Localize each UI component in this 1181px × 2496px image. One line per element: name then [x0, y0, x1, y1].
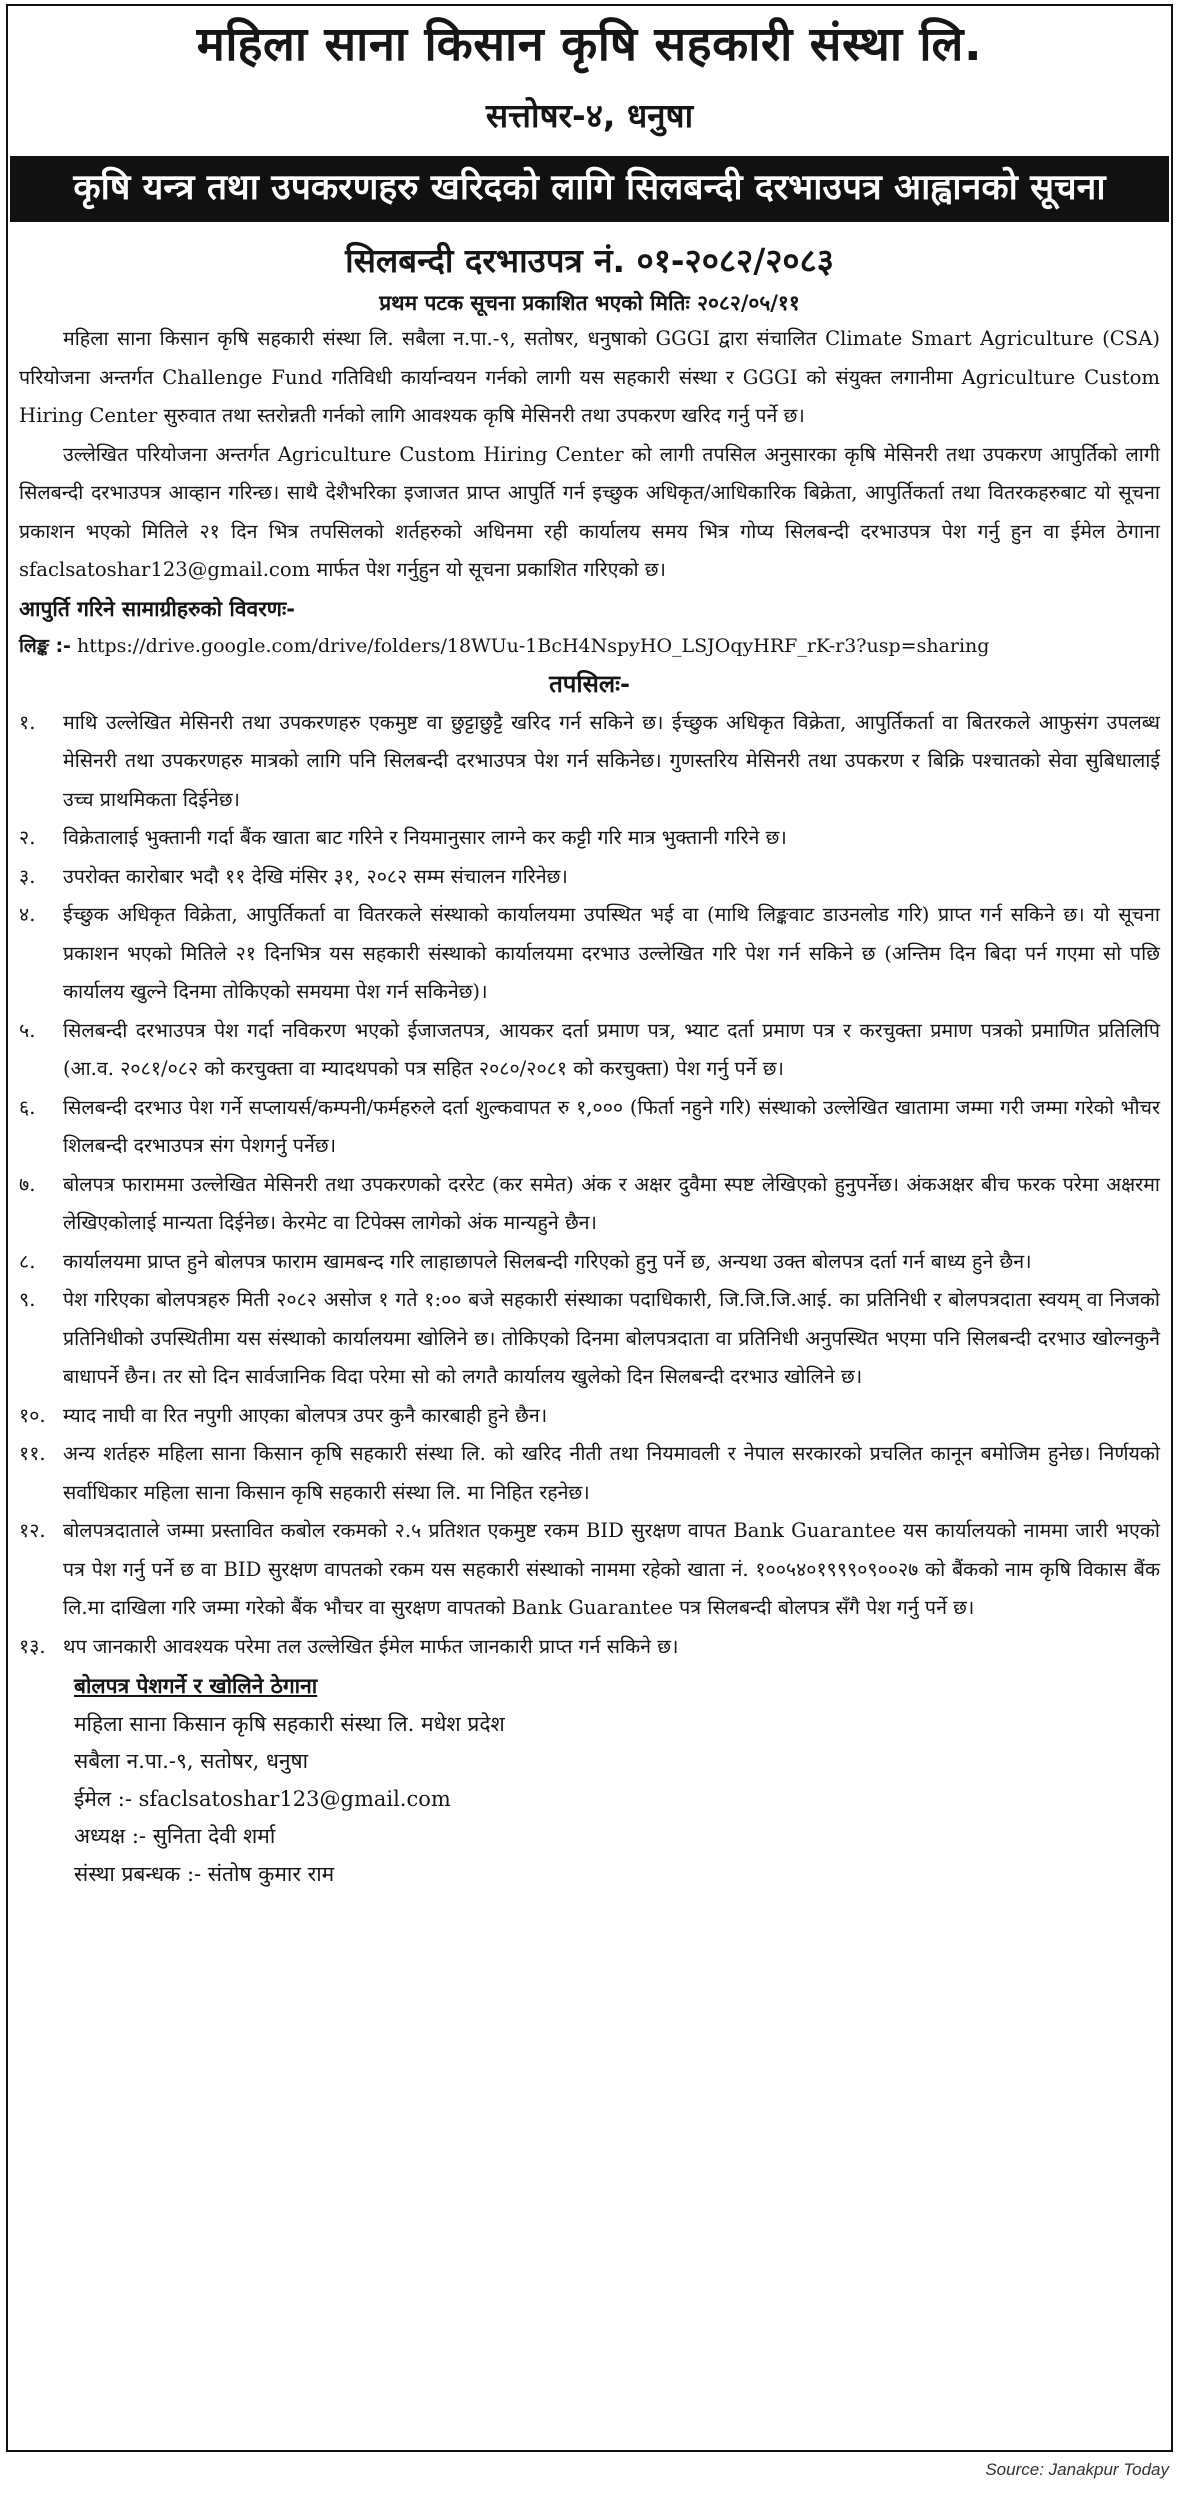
address-line-email[interactable]: ईमेल :- sfaclsatoshar123@gmail.com: [74, 1786, 451, 1811]
clause-text: बोलपत्रदाताले जम्मा प्रस्तावित कबोल रकमको २.५ प्रतिशत एकमुष्ट रकम BID सुरक्षण वापत Bank Guarantee यस कार्यालयको नाममा जारी भएको पत्र पेश गर्नु पर्ने छ वा BID सुरक्षण वापतको रकम यस सहकारी संस्थाको नाममा रहेको खाता नं. १००५४०१९९९०९००२७ को बैंकको नाम कृषि विकास बैंक लि.मा दाखिला गरि जम्मा गरेको बैंक भौचर वा सुरक्षण वापतको Bank Guarantee पत्र सिलबन्दी बोलपत्र सँगै पेश गर्नु पर्ने छ।: [63, 1519, 1160, 1619]
clause-text: पेश गरिएका बोलपत्रहरु मिती २०८२ असोज १ गते १:०० बजे सहकारी संस्थाका पदाधिकारी, जि.जि.जि.आई. का प्रतिनिधी र बोलपत्रदाता स्वयम् वा निजको प्रतिनिधीको उपस्थितीमा यस संस्थाको कार्यालयमा खोलिने छ। तोकिएको दिनमा बोलपत्रदाता वा प्रतिनिधी अनुपस्थित भएमा पनि सिलबन्दी दरभाउ खोल्नकुनै बाधापर्ने छैन। तर सो दिन सार्वजानिक विदा परेमा सो को लगतै कार्यालय खुलेको दिन सिलबन्दी दरभाउ खोलिने छ।: [63, 1288, 1160, 1388]
clause-item: [19, 1435, 1160, 1512]
clause-item: [19, 896, 1160, 1012]
clause-text: बोलपत्र फाराममा उल्लेखित मेसिनरी तथा उपकरणको दररेट (कर समेत) अंक र अक्षर दुवैमा स्पष्ट लेखिएको हुनुपर्नेछ। अंकअक्षर बीच फरक परेमा अक्षरमा लेखिएकोलाई मान्यता दिईनेछ। केरमेट वा टिपेक्स लागेको अंक मान्यहुने छैन।: [63, 1172, 1160, 1234]
clause-number: ९.: [19, 1288, 36, 1311]
organization-address: सत्तोषर-४, धनुषा: [485, 96, 694, 135]
clause-text: सिलबन्दी दरभाउपत्र पेश गर्दा नविकरण भएको ईजाजतपत्र, आयकर दर्ता प्रमाण पत्र, भ्याट दर्ता प्रमाण पत्र र करचुक्ता प्रमाण पत्रको प्रमाणित प्रतिलिपि (आ.व. २०८१/०८२ को करचुक्ता वा म्यादथपको पत्र सहित २०८०/२०८१ को करचुक्ता) पेश गर्नु पर्ने छ।: [63, 1018, 1160, 1080]
clause-item: [19, 1281, 1160, 1397]
clause-number: ६.: [19, 1095, 36, 1119]
bid-number: सिलबन्दी दरभाउपत्र नं. ०१-२०८२/२०८३: [345, 241, 834, 280]
clause-text: विक्रेतालाई भुक्तानी गर्दा बैंक खाता बाट गरिने र नियमानुसार लाग्ने कर कट्टी गरि मात्र भुक्तानी गरिने छ।: [63, 826, 787, 849]
notice-body: [8, 320, 1171, 1893]
clause-text: म्याद नाघी वा रित नपुगी आएका बोलपत्र उपर कुनै कारबाही हुने छैन।: [63, 1403, 548, 1427]
clause-text: थप जानकारी आवश्यक परेमा तल उल्लेखित ईमेल मार्फत जानकारी प्राप्त गर्न सकिने छ।: [63, 1634, 679, 1658]
clause-item: [19, 1397, 1160, 1436]
address-title: बोलपत्र पेशगर्ने र खोलिने ठेगाना: [74, 1674, 318, 1698]
address-line-organization: महिला साना किसान कृषि सहकारी संस्था लि. मधेश प्रदेश: [74, 1711, 505, 1736]
intro-paragraph: महिला साना किसान कृषि सहकारी संस्था लि. सबैला न.पा.-९, सतोषर, धनुषाको GGGI द्वारा संचालित Climate Smart Agriculture (CSA) परियोजना अन्तर्गत Challenge Fund गतिविधी कार्यान्वयन गर्नको लागी यस सहकारी संस्था र GGGI को संयुक्त लगानीमा Agriculture Custom Hiring Center सुरुवात तथा स्तरोन्नती गर्नको लागि आवश्यक कृषि मेसिनरी तथा उपकरण खरिद गर्नु पर्ने छ।: [19, 327, 1160, 427]
notice: [6, 4, 1173, 2452]
clause-number: १३.: [19, 1634, 46, 1658]
clause-list: [19, 704, 1160, 1667]
clause-text: ईच्छुक अधिकृत विक्रेता, आपुर्तिकर्ता वा वितरकले संस्थाको कार्यालयमा उपस्थित भई वा (माथि लिङ्कवाट डाउनलोड गरि) प्राप्त गर्न सकिने छ। यो सूचना प्रकाशन भएको मितिले २१ दिनभित्र यस सहकारी संस्थाको कार्यालयमा दरभाउ उल्लेखित गरि पेश गर्न सकिने छ (अन्तिम दिन बिदा पर्न गएमा सो पछि कार्यालय खुल्ने दिनमा तोकिएको समयमा पेश गर्न सकिनेछ)।: [63, 903, 1160, 1003]
clause-number: १२.: [19, 1519, 46, 1542]
clause-number: ३.: [19, 864, 36, 888]
address-line-manager: संस्था प्रबन्धक :- संतोष कुमार राम: [74, 1861, 335, 1886]
intro-paragraph: उल्लेखित परियोजना अन्तर्गत Agriculture Custom Hiring Center को लागी तपसिल अनुसारका कृषि मेसिनरी तथा उपकरण आपुर्तिको लागी सिलबन्दी दरभाउपत्र आव्हान गरिन्छ। साथै देशैभरिका इजाजत प्राप्त आपुर्ति गर्न इच्छुक अधिकृत/आधिकारिक बिक्रेता, आपुर्तिकर्ता तथा वितरकहरुबाट यो सूचना प्रकाशन भएको मितिले २१ दिन भित्र तपसिलको शर्तहरुको अधिनमा रही कार्यालय समय भित्र गोप्य सिलबन्दी दरभाउपत्र पेश गर्नु हुन वा ईमेल ठेगाना sfaclsatoshar123@gmail.com मार्फत पेश गर्नुहुन यो सूचना प्रकाशित गरिएको छ।: [19, 442, 1160, 581]
address-line-chairperson: अध्यक्ष :- सुनिता देवी शर्मा: [74, 1824, 276, 1848]
source-credit: Source: Janakpur Today: [985, 2460, 1169, 2479]
drive-link[interactable]: https://drive.google.com/drive/folders/18WUu-1BcH4NspyHO_LSJOqyHRF_rK-r3?usp=sharing: [76, 634, 990, 657]
clause-text: अन्य शर्तहरु महिला साना किसान कृषि सहकारी संस्था लि. को खरिद नीती तथा नियमावली र नेपाल सरकारको प्रचलित कानून बमोजिम हुनेछ। निर्णयको सर्वाधिकार महिला साना किसान कृषि सहकारी संस्था लि. मा निहित रहनेछ।: [63, 1442, 1160, 1504]
clause-item: [19, 1012, 1160, 1089]
clause-number: ५.: [19, 1018, 36, 1042]
clause-text: कार्यालयमा प्राप्त हुने बोलपत्र फाराम खामबन्द गरि लाहाछापले सिलबन्दी गरिएको हुनु पर्ने छ, अन्यथा उक्त बोलपत्र दर्ता गर्न बाध्य हुने छैन।: [63, 1249, 1032, 1273]
address-block: [19, 1668, 1160, 1893]
organization-name: महिला साना किसान कृषि सहकारी संस्था लि.: [196, 17, 983, 72]
clause-number: ४.: [19, 903, 36, 926]
specification-heading: आपुर्ति गरिने सामाग्रीहरुको विवरणः-: [19, 596, 295, 621]
clause-item: [19, 1166, 1160, 1243]
address-line-location: सबैला न.पा.-९, सतोषर, धनुषा: [74, 1749, 309, 1773]
publication-date: प्रथम पटक सूचना प्रकाशित भएको मितिः २०८२/०५/११: [379, 291, 800, 315]
clause-number: ८.: [19, 1249, 36, 1273]
clause-text: माथि उल्लेखित मेसिनरी तथा उपकरणहरु एकमुष्ट वा छुट्टाछुट्टै खरिद गर्न सकिने छ। ईच्छुक अधिकृत विक्रेता, आपुर्तिकर्ता वा बितरकले आफुसंग उपलब्ध मेसिनरी तथा उपकरणहरु मात्रको लागि पनि सिलबन्दी दरभाउपत्र पेश गर्न सकिनेछ। गुणस्तरिय मेसिनरी तथा उपकरण र बिक्रि पश्चातको सेवा सुबिधालाई उच्च प्राथमिकता दिईनेछ।: [63, 710, 1160, 811]
clause-number: ११.: [19, 1442, 46, 1465]
clause-item: [19, 1243, 1160, 1282]
clause-item: [19, 1628, 1160, 1667]
notice-title-banner: कृषि यन्त्र तथा उपकरणहरु खरिदको लागि सिलबन्दी दरभाउपत्र आह्वानको सूचना: [10, 156, 1169, 222]
clause-text: उपरोक्त कारोबार भदौ ११ देखि मंसिर ३१, २०८२ सम्म संचालन गरिनेछ।: [63, 864, 568, 888]
tapasil-title: तपसिलः-: [549, 669, 630, 698]
clause-number: १०.: [19, 1403, 46, 1427]
clause-item: [19, 1512, 1160, 1628]
clause-item: [19, 819, 1160, 858]
clause-text: सिलबन्दी दरभाउ पेश गर्ने सप्लायर्स/कम्पनी/फर्महरुले दर्ता शुल्कवापत रु १,००० (फिर्ता नहुने गरि) संस्थाको उल्लेखित खातामा जम्मा गरी जम्मा गरेको भौचर शिलबन्दी दरभाउपत्र संग पेशगर्नु पर्नेछ।: [63, 1095, 1160, 1157]
clause-number: १.: [19, 710, 36, 734]
clause-number: २.: [19, 826, 36, 849]
clause-item: [19, 858, 1160, 897]
clause-number: ७.: [19, 1172, 36, 1196]
link-label: लिङ्क :-: [19, 634, 71, 657]
clause-item: [19, 1089, 1160, 1166]
link-line: [19, 628, 1160, 664]
clause-item: [19, 704, 1160, 820]
